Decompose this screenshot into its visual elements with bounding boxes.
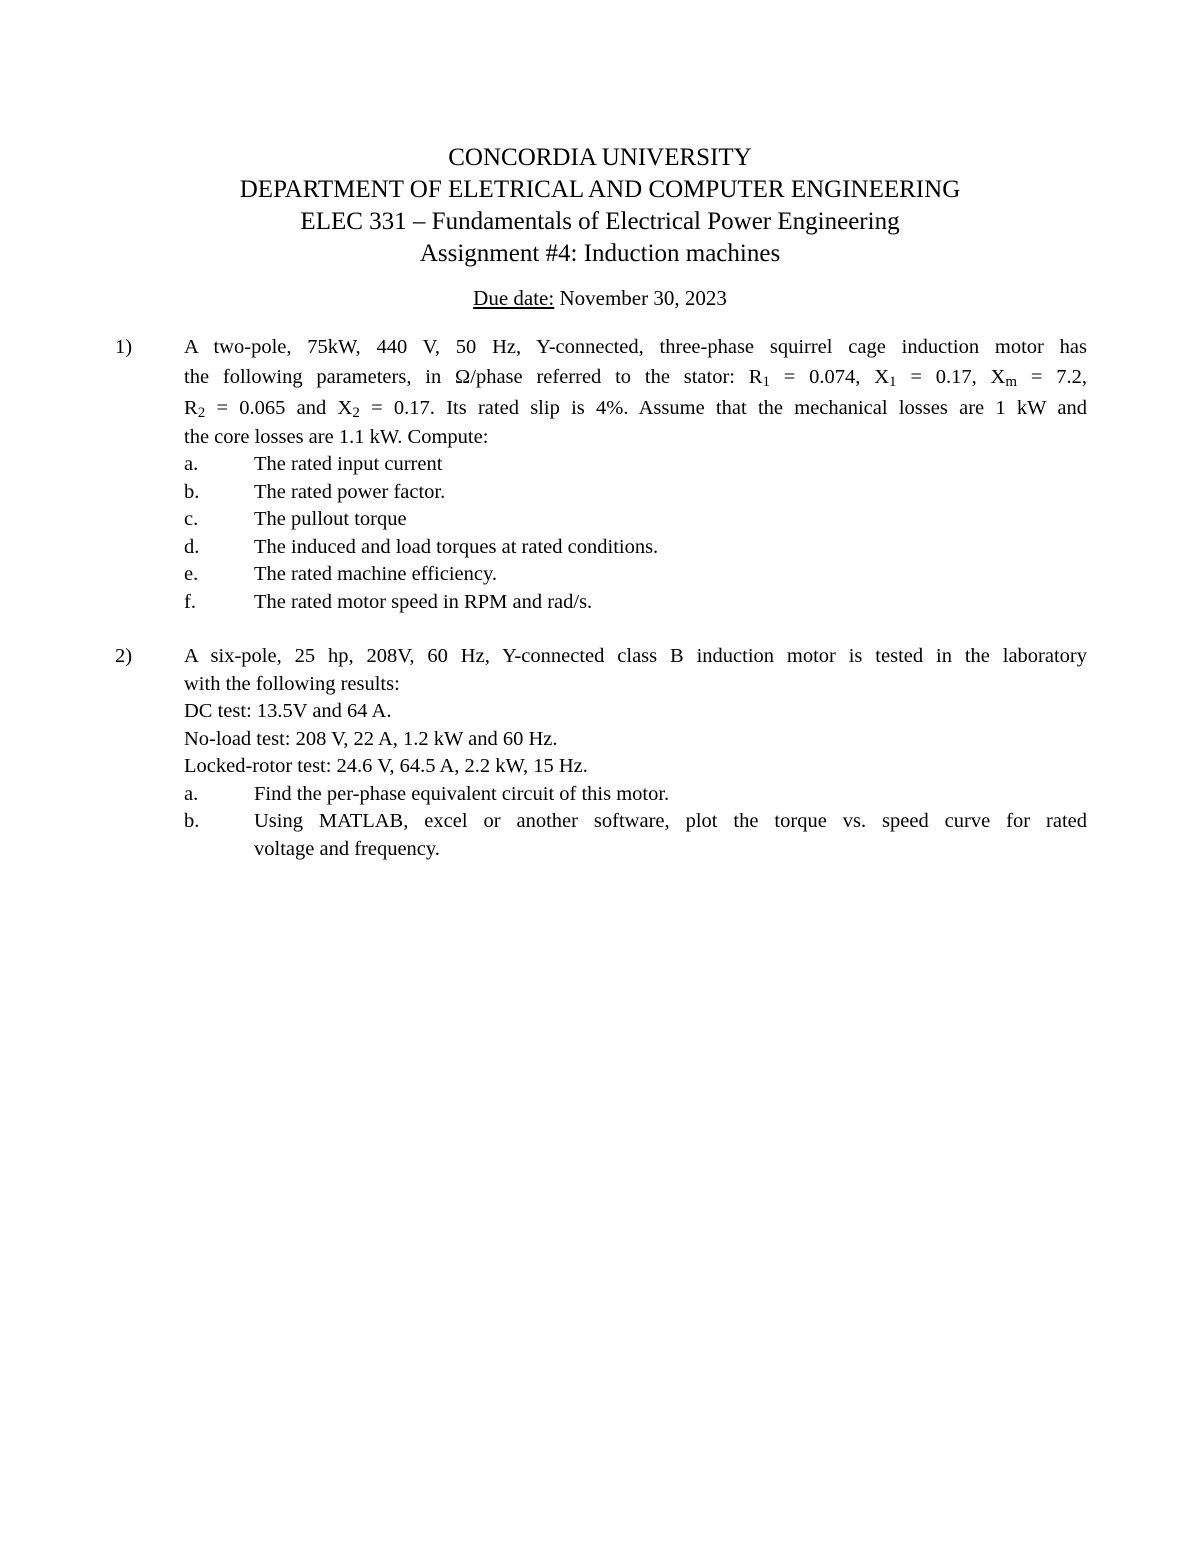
course-title: ELEC 331 – Fundamentals of Electrical Power Engineering [300, 208, 900, 235]
question-line: Locked-rotor test: 24.6 V, 64.5 A, 2.2 kW, 15 Hz. [184, 755, 588, 777]
question-number: 2) [115, 645, 133, 667]
list-item [184, 506, 1087, 534]
question-line: A six-pole, 25 hp, 208V, 60 Hz, Y-connected class B induction motor is tested in the laboratory [184, 645, 1087, 667]
question-line: DC test: 13.5V and 64 A. [184, 700, 392, 722]
item-label: c. [184, 508, 199, 530]
item-text: The rated machine efficiency. [254, 563, 498, 585]
item-label: e. [184, 563, 199, 585]
item-text: The rated power factor. [254, 480, 446, 503]
item-label: f. [184, 590, 196, 613]
item-text: voltage and frequency. [254, 837, 440, 860]
question-number: 1) [115, 336, 133, 358]
item-text: The rated motor speed in RPM and rad/s. [254, 590, 593, 613]
list-item-continuation [184, 836, 1087, 864]
list-item [184, 781, 1087, 809]
item-text: The induced and load torques at rated conditions. [254, 535, 659, 558]
item-label: d. [184, 535, 200, 558]
item-label: a. [184, 782, 199, 805]
due-date [0, 284, 1200, 312]
item-label: b. [184, 810, 200, 832]
question-body [184, 334, 1087, 616]
item-text: Using MATLAB, excel or another software, plot the torque vs. speed curve for rated [254, 810, 1087, 832]
item-label: a. [184, 453, 199, 475]
list-item [184, 589, 1087, 617]
list-item [184, 808, 1087, 836]
list-item [184, 561, 1087, 589]
list-item [184, 451, 1087, 479]
question-line: with the following results: [184, 672, 400, 695]
question-line: the following parameters, in Ω/phase referred to the stator: $R_1 = 0.074$, $X_1 = 0.17$, $X_m = 7.2$, [184, 365, 1087, 390]
question-line: A two-pole, 75kW, 440 V, 50 Hz, Y-connected, three-phase squirrel cage induction motor has [184, 336, 1087, 358]
question-body [184, 643, 1087, 863]
question-line: $R_2 = 0.065$ and $X_2 = 0.17$. Its rated slip is 4%. Assume that the mechanical losses are 1 kW and [184, 396, 1087, 421]
list-item [184, 479, 1087, 507]
item-text: The rated input current [254, 453, 443, 475]
list-item [184, 534, 1087, 562]
assignment-title: Assignment #4: Induction machines [419, 240, 781, 267]
question-line: No-load test: 208 V, 22 A, 1.2 kW and 60 Hz. [184, 727, 558, 750]
item-text: Find the per-phase equivalent circuit of this motor. [254, 782, 670, 805]
question-line: the core losses are 1.1 kW. Compute: [184, 425, 489, 448]
due-date-label: Due date: [473, 286, 555, 310]
university-title: CONCORDIA UNIVERSITY [448, 144, 752, 171]
item-label: b. [184, 480, 200, 503]
item-text: The pullout torque [254, 508, 407, 530]
due-date-value: November 30, 2023 [554, 286, 727, 310]
department-title: DEPARTMENT OF ELETRICAL AND COMPUTER ENGINEERING [239, 176, 961, 203]
